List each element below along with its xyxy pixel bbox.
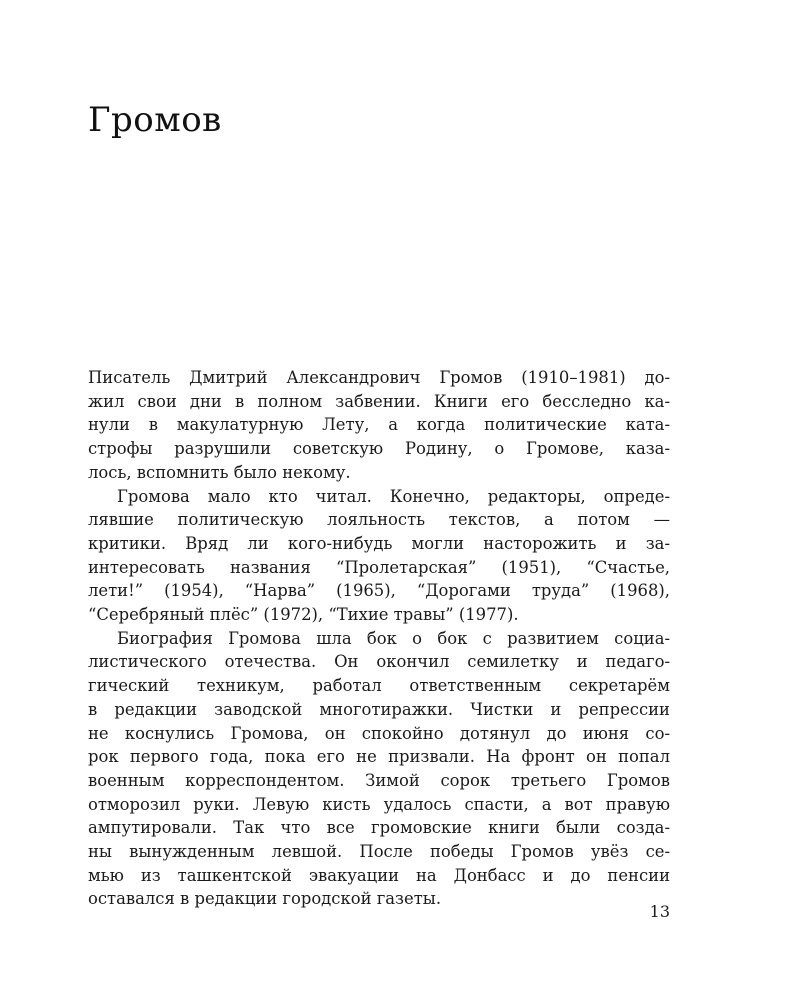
paragraph-1-line-4: строфы разрушили советскую Родину, о Громове, каза- <box>88 439 670 459</box>
paragraph-3-line-11: мью из ташкентской эвакуации на Донбасс и до пенсии <box>88 865 670 885</box>
paragraph-2-line-6: “Серебряный плёс” (1972), “Тихие травы” (1977). <box>88 605 519 625</box>
paragraph-3-line-7: военным корреспондентом. Зимой сорок третьего Громов <box>88 770 670 790</box>
paragraph-3-line-12: оставался в редакции городской газеты. <box>88 889 442 909</box>
paragraph-3-line-5: не коснулись Громова, он спокойно дотянул до июня со- <box>88 723 670 743</box>
paragraph-2-line-5: лети!” (1954), “Нарва” (1965), “Дорогами труда” (1968), <box>88 581 670 601</box>
paragraph-2-line-4: интересовать названия “Пролетарская” (1951), “Счастье, <box>88 557 670 577</box>
paragraph-3-line-3: гический техникум, работал ответственным секретарём <box>88 676 670 696</box>
paragraph-1-line-2: жил свои дни в полном забвении. Книги его бесследно ка- <box>88 391 670 411</box>
paragraph-3-line-4: в редакции заводской многотиражки. Чистки и репрессии <box>88 699 670 719</box>
paragraph-3-line-1: Биография Громова шла бок о бок с развитием социа- <box>117 628 670 648</box>
paragraph-1-line-1: Писатель Дмитрий Александрович Громов (1910–1981) до- <box>88 368 670 387</box>
paragraph-2-line-3: критики. Вряд ли кого-нибудь могли насторожить и за- <box>88 533 670 553</box>
paragraph-1-line-5: лось, вспомнить было некому. <box>88 462 351 482</box>
paragraph-3-line-9: ампутировали. Так что все громовские книги были созда- <box>88 818 670 838</box>
page-number: 13 <box>649 902 670 921</box>
paragraph-1-line-3: нули в макулатурную Лету, а когда политические ката- <box>88 415 670 435</box>
chapter-title: Громов <box>88 100 222 140</box>
body-text <box>88 366 670 911</box>
paragraph-2-line-2: лявшие политическую лояльность текстов, а потом — <box>88 510 670 530</box>
paragraph-3-line-8: отморозил руки. Левую кисть удалось спасти, а вот правую <box>88 794 670 814</box>
paragraph-3-line-2: листического отечества. Он окончил семилетку и педаго- <box>88 652 670 672</box>
paragraph-2-line-1: Громова мало кто читал. Конечно, редакторы, опреде- <box>117 486 670 506</box>
paragraph-3-line-10: ны вынужденным левшой. После победы Громов увёз се- <box>88 842 670 862</box>
paragraph-3-line-6: рок первого года, пока его не призвали. На фронт он попал <box>88 747 670 767</box>
